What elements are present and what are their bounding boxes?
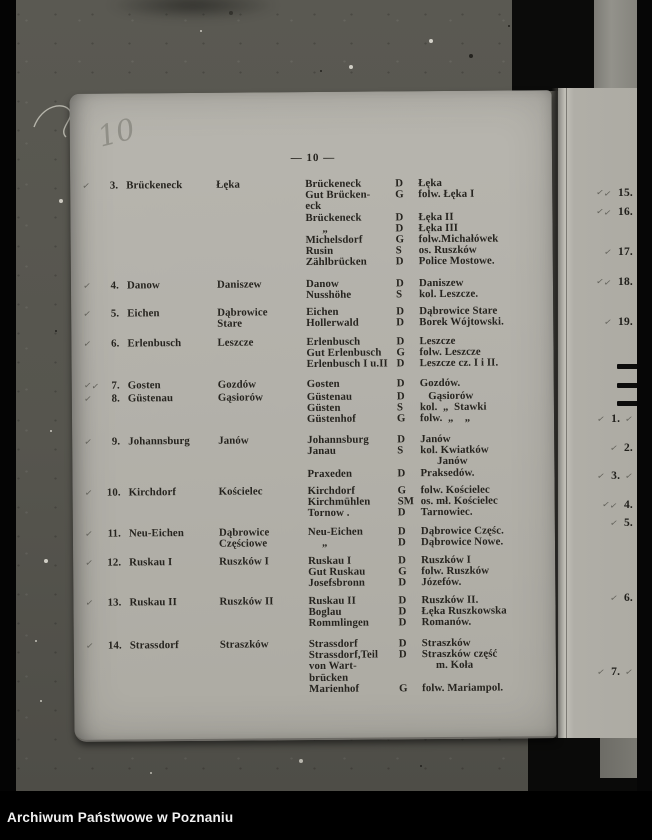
polish-name: Daniszew	[216, 278, 262, 291]
sub-polish-name: folw. „ „	[419, 412, 471, 425]
sub-polish-name: Łęka III	[418, 221, 459, 234]
polish-name: Ruszków II	[219, 595, 274, 608]
sub-polish-name: Łęka II	[418, 210, 454, 223]
sub-polish-name: kol. „ Stawki	[419, 400, 487, 414]
page-number-header: — 10 —	[290, 151, 336, 165]
polish-name: Dąbrowice Stare	[217, 306, 268, 330]
settlement-type-letter: D	[395, 222, 404, 235]
sub-polish-name: Gozdów.	[419, 376, 461, 390]
table-row	[71, 304, 553, 330]
sub-entry-row	[307, 358, 552, 371]
check-mark-icon: ✓	[603, 317, 613, 329]
sub-polish-name: folw. Łęka I	[418, 187, 475, 201]
sub-german-name: Janau	[307, 445, 337, 458]
settlement-type-letter: D	[395, 277, 404, 290]
sub-polish-name: kol. Kwiatków Janów	[420, 443, 489, 468]
sub-german-name: Gut Erlenbusch	[306, 346, 382, 360]
settlement-type-letter: D	[396, 335, 405, 348]
settlement-type-letter: D	[396, 305, 405, 318]
settlement-type-letter: G	[397, 484, 407, 497]
sub-polish-name: os. Ruszków	[418, 243, 477, 257]
margin-number	[597, 413, 633, 425]
settlement-type-letter: D	[398, 594, 407, 607]
margin-number-label: 19.	[618, 316, 633, 328]
margin-number-label: 1.	[611, 413, 621, 425]
sub-german-name: Zählbrücken	[305, 255, 367, 269]
check-mark-icon: ✓✓	[595, 276, 613, 290]
sub-polish-name: Józefów.	[421, 576, 462, 589]
sub-entries	[307, 390, 552, 426]
sub-entry-row	[306, 316, 551, 329]
polish-name: Ruszków I	[219, 555, 269, 568]
facing-page-edge	[558, 88, 637, 738]
shadow-smudge	[108, 0, 278, 20]
sub-entries	[307, 433, 552, 480]
table-row	[70, 176, 552, 269]
sub-entry-row	[307, 467, 552, 480]
sub-german-name: Boglau	[308, 605, 342, 619]
entry-number: 10.	[106, 486, 121, 499]
sub-german-name: Brückeneck	[305, 211, 362, 224]
check-mark-icon: ✓	[596, 667, 606, 679]
sub-german-name: „	[307, 537, 328, 550]
settlement-type-letter: D	[397, 506, 406, 519]
sub-polish-name: Łęka Ruszkowska	[421, 604, 507, 618]
settlement-type-letter: G	[396, 346, 406, 359]
margin-number	[610, 592, 633, 604]
check-mark-icon: ✓✓	[595, 187, 613, 201]
sub-german-name: Marienhof	[309, 682, 360, 695]
sub-polish-name: Leszcze	[419, 334, 456, 348]
sub-polish-name: Daniszew	[418, 276, 464, 290]
german-name: Kirchdorf	[128, 486, 177, 499]
settlement-type-letter: G	[398, 565, 407, 578]
sub-polish-name: Straszków część m. Koła	[421, 647, 498, 672]
sub-german-name: Michelsdorf	[305, 233, 363, 247]
polish-name: Dąbrowice Częściowe	[218, 526, 270, 550]
sub-german-name: Erlenbusch	[306, 335, 361, 349]
sub-german-name: Strassdorf	[308, 637, 358, 651]
sub-polish-name: Police Mostowe.	[418, 254, 495, 268]
sub-entry-row	[309, 648, 554, 684]
sub-polish-name: Ruszków II.	[421, 593, 479, 607]
settlement-type-letter: D	[395, 210, 404, 223]
check-mark-icon: ✓	[624, 414, 634, 426]
margin-number	[597, 470, 633, 482]
margin-number	[596, 206, 633, 218]
sub-entry-row	[306, 288, 551, 301]
entry-number: 3.	[109, 179, 119, 192]
margin-number-label: 6.	[623, 592, 633, 604]
margin-number-label: 5.	[623, 517, 633, 529]
settlement-type-letter: S	[397, 444, 404, 457]
sub-entry-row	[308, 536, 553, 549]
sub-entries	[308, 594, 553, 630]
sub-entry-row	[307, 377, 552, 390]
margin-number	[602, 499, 633, 511]
entry-number: 4.	[110, 279, 120, 292]
check-mark-icon: ✓✓	[601, 499, 619, 513]
settlement-type-letter: SM	[397, 495, 415, 508]
settlement-type-letter: G	[395, 233, 405, 246]
sub-entry-row	[307, 413, 552, 426]
sub-polish-name: Praksedów.	[420, 466, 475, 479]
check-mark-icon: ✓	[84, 598, 94, 610]
margin-number	[604, 246, 633, 258]
sub-entries	[308, 554, 553, 590]
table-row	[72, 432, 554, 480]
sub-german-name: Kirchdorf	[307, 484, 356, 498]
sub-polish-name: Tarnowiec.	[420, 506, 473, 519]
sub-entry-row	[307, 444, 552, 468]
sub-polish-name: Romanów.	[421, 616, 472, 629]
table-row	[73, 553, 555, 590]
check-mark-icon: ✓	[81, 181, 91, 193]
margin-number	[596, 276, 633, 288]
settlement-type-letter: D	[397, 466, 406, 479]
entry-number: 14.	[107, 639, 122, 652]
settlement-type-letter: S	[395, 244, 402, 257]
polish-name: Leszcze	[217, 336, 254, 349]
margin-number-label: 4.	[623, 499, 633, 511]
holder-strap-bottom	[600, 737, 638, 778]
german-name: Güstenau	[127, 392, 174, 405]
place-name-table	[69, 90, 556, 740]
sub-polish-name: folw. Leszcze	[419, 345, 481, 359]
check-mark-icon: ✓	[82, 339, 92, 351]
sub-polish-name: folw.Michałówek	[418, 232, 499, 246]
settlement-type-letter: D	[398, 576, 407, 589]
settlement-type-letter: D	[398, 554, 407, 567]
sub-polish-name: folw. Kościelec	[420, 483, 490, 497]
check-mark-icon: ✓	[609, 593, 619, 605]
archive-name-label: Archiwum Państwowe w Poznaniu	[7, 810, 234, 825]
german-name: Brückeneck	[126, 179, 183, 192]
sub-german-name: Gut Brücken- eck	[305, 188, 371, 213]
german-name: Gosten	[127, 379, 161, 392]
settlement-type-letter: D	[397, 525, 406, 538]
sub-entry-row	[308, 577, 553, 590]
sub-entry-row	[305, 188, 550, 212]
sub-polish-name: Borek Wójtowski.	[419, 315, 504, 329]
sub-polish-name: folw. Ruszków	[421, 564, 490, 578]
margin-number-label: 7.	[611, 666, 621, 678]
sub-polish-name: Dąbrowice Częśc.	[420, 524, 504, 538]
sub-german-name: Hollerwald	[306, 316, 359, 330]
book-page	[69, 90, 556, 742]
check-mark-icon: ✓	[609, 518, 619, 530]
margin-number-label: 3.	[611, 470, 621, 482]
check-mark-icon: ✓	[609, 443, 619, 455]
german-name: Johannsburg	[128, 434, 190, 448]
entry-number: 11.	[107, 527, 121, 540]
margin-number-label: 17.	[618, 246, 633, 258]
table-row	[73, 483, 555, 520]
check-mark-icon: ✓	[84, 529, 94, 541]
sub-german-name: Johannsburg	[307, 433, 369, 447]
sub-entry-row	[309, 617, 554, 630]
sub-entries	[305, 177, 551, 269]
sub-german-name: Gut Ruskau	[308, 565, 366, 579]
margin-number	[610, 442, 633, 454]
entry-number: 13.	[107, 596, 122, 609]
margin-number-label: 18.	[618, 276, 633, 288]
settlement-type-letter: D	[395, 177, 404, 190]
german-name: Eichen	[127, 307, 160, 320]
settlement-type-letter: D	[398, 616, 407, 629]
polish-name: Gozdów	[217, 378, 257, 391]
settlement-type-letter: D	[396, 377, 405, 390]
margin-number-label: 16.	[618, 206, 633, 218]
sub-german-name: Nusshöhe	[306, 288, 352, 302]
sub-entries	[306, 277, 551, 301]
check-mark-icon: ✓	[596, 414, 606, 426]
german-name: Neu-Eichen	[128, 527, 184, 540]
sub-entries	[306, 305, 551, 329]
sub-polish-name: Gąsiorów	[419, 389, 474, 403]
sub-entry-row	[309, 682, 554, 695]
table-row	[73, 524, 555, 550]
margin-number	[597, 666, 633, 678]
margin-number	[610, 517, 633, 529]
check-mark-icon: ✓	[84, 488, 93, 500]
table-row	[72, 376, 554, 393]
settlement-type-letter: D	[397, 536, 406, 549]
settlement-type-letter: D	[398, 648, 407, 661]
check-mark-icon: ✓✓	[595, 206, 613, 220]
settlement-type-letter: G	[395, 188, 404, 201]
margin-number	[604, 316, 633, 328]
german-name: Strassdorf	[129, 639, 179, 652]
sub-german-name: Güstenhof	[306, 413, 356, 426]
settlement-type-letter: D	[396, 316, 405, 329]
polish-name: Janów	[218, 434, 249, 447]
settlement-type-letter: D	[395, 255, 404, 268]
sub-polish-name: Ruszków I	[421, 553, 471, 567]
settlement-type-letter: D	[397, 433, 406, 446]
sub-german-name: Güstenau	[306, 390, 353, 404]
polish-name: Łęka	[216, 178, 241, 191]
sub-german-name: Gosten	[306, 377, 340, 391]
check-mark-icon: ✓	[83, 437, 93, 449]
sub-polish-name: Dąbrowice Stare	[419, 304, 498, 318]
check-mark-icon: ✓✓	[83, 380, 100, 393]
entry-number: 6.	[111, 337, 120, 350]
sub-german-name: Josefsbronn	[308, 577, 366, 590]
sub-german-name: Eichen	[306, 305, 339, 319]
sub-german-name: Güsten	[306, 401, 341, 415]
sub-entries	[306, 335, 551, 371]
entry-number: 8.	[111, 392, 120, 405]
handwritten-page-number: 10	[94, 111, 139, 154]
sub-entries	[308, 484, 553, 520]
sub-entry-row	[308, 507, 553, 520]
sub-german-name: Brückeneck	[305, 177, 362, 191]
sub-german-name: Rommlingen	[308, 616, 370, 630]
sub-polish-name: kol. Leszcze.	[419, 287, 479, 301]
check-mark-icon: ✓	[596, 471, 606, 483]
right-film-edge	[637, 0, 652, 840]
sub-german-name: Praxeden	[307, 467, 353, 480]
entry-number: 9.	[111, 435, 121, 448]
polish-name: Kościelec	[218, 485, 263, 498]
sub-german-name: Kirchmühlen	[307, 495, 371, 509]
check-mark-icon: ✓	[85, 641, 95, 653]
check-mark-icon: ✓	[624, 667, 634, 679]
sub-german-name: Ruskau I	[308, 554, 352, 568]
german-name: Danow	[126, 279, 160, 292]
margin-number-label: 15.	[618, 187, 633, 199]
german-name: Ruskau I	[129, 556, 173, 569]
check-mark-icon: ✓	[603, 247, 613, 259]
table-row	[74, 636, 556, 695]
sub-entries	[307, 377, 552, 390]
sub-polish-name: folw. Mariampol.	[422, 681, 504, 694]
settlement-type-letter: S	[396, 401, 404, 414]
check-mark-icon: ✓	[82, 281, 92, 293]
sub-polish-name: Straszków	[421, 636, 471, 650]
holder-strap-top	[594, 0, 637, 91]
sub-entries	[309, 637, 554, 695]
sub-entries	[308, 525, 553, 549]
sub-german-name: Ruskau II	[308, 594, 356, 608]
settlement-type-letter: D	[396, 357, 405, 370]
margin-number	[596, 187, 633, 199]
polish-name: Gąsiorów	[217, 391, 264, 404]
sub-polish-name: Łęka	[418, 176, 443, 190]
entry-number: 12.	[107, 556, 122, 569]
entry-number: 5.	[110, 307, 120, 320]
entry-number: 7.	[111, 379, 120, 392]
sub-polish-name: Leszcze cz. I i II.	[419, 356, 499, 370]
check-mark-icon: ✓	[84, 558, 94, 570]
sub-polish-name: Dąbrowice Nowe.	[420, 535, 504, 549]
sub-german-name: Rusin	[305, 245, 334, 258]
sub-german-name: Strassdorf,Teil von Wart- brücken	[308, 648, 379, 684]
table-row	[71, 334, 553, 371]
check-mark-icon: ✓	[624, 471, 634, 483]
settlement-type-letter: S	[396, 288, 403, 301]
sub-entry-row	[306, 256, 551, 269]
sub-polish-name: Janów	[420, 432, 451, 446]
check-mark-icon: ✓	[82, 309, 92, 321]
sub-german-name: Erlenbusch I u.II	[306, 357, 388, 371]
left-film-edge	[0, 0, 16, 791]
settlement-type-letter: D	[398, 605, 407, 618]
german-name: Erlenbusch	[127, 337, 182, 350]
settlement-type-letter: D	[398, 637, 407, 650]
sub-german-name: „	[305, 222, 328, 235]
archive-footer-bar	[0, 791, 652, 840]
settlement-type-letter: G	[396, 412, 406, 425]
margin-number-label: 2.	[623, 442, 633, 454]
settlement-type-letter: D	[396, 390, 405, 403]
german-name: Ruskau II	[129, 596, 177, 609]
check-mark-icon: ✓	[83, 394, 93, 406]
polish-name: Straszków	[219, 638, 269, 651]
sub-german-name: Tornow .	[307, 507, 350, 520]
table-row	[71, 276, 553, 302]
sub-german-name: Danow	[305, 277, 339, 291]
table-row	[73, 593, 555, 630]
settlement-type-letter: G	[399, 682, 408, 695]
sub-german-name: Neu-Eichen	[307, 525, 363, 539]
sub-polish-name: os. mł. Kościelec	[420, 494, 498, 508]
